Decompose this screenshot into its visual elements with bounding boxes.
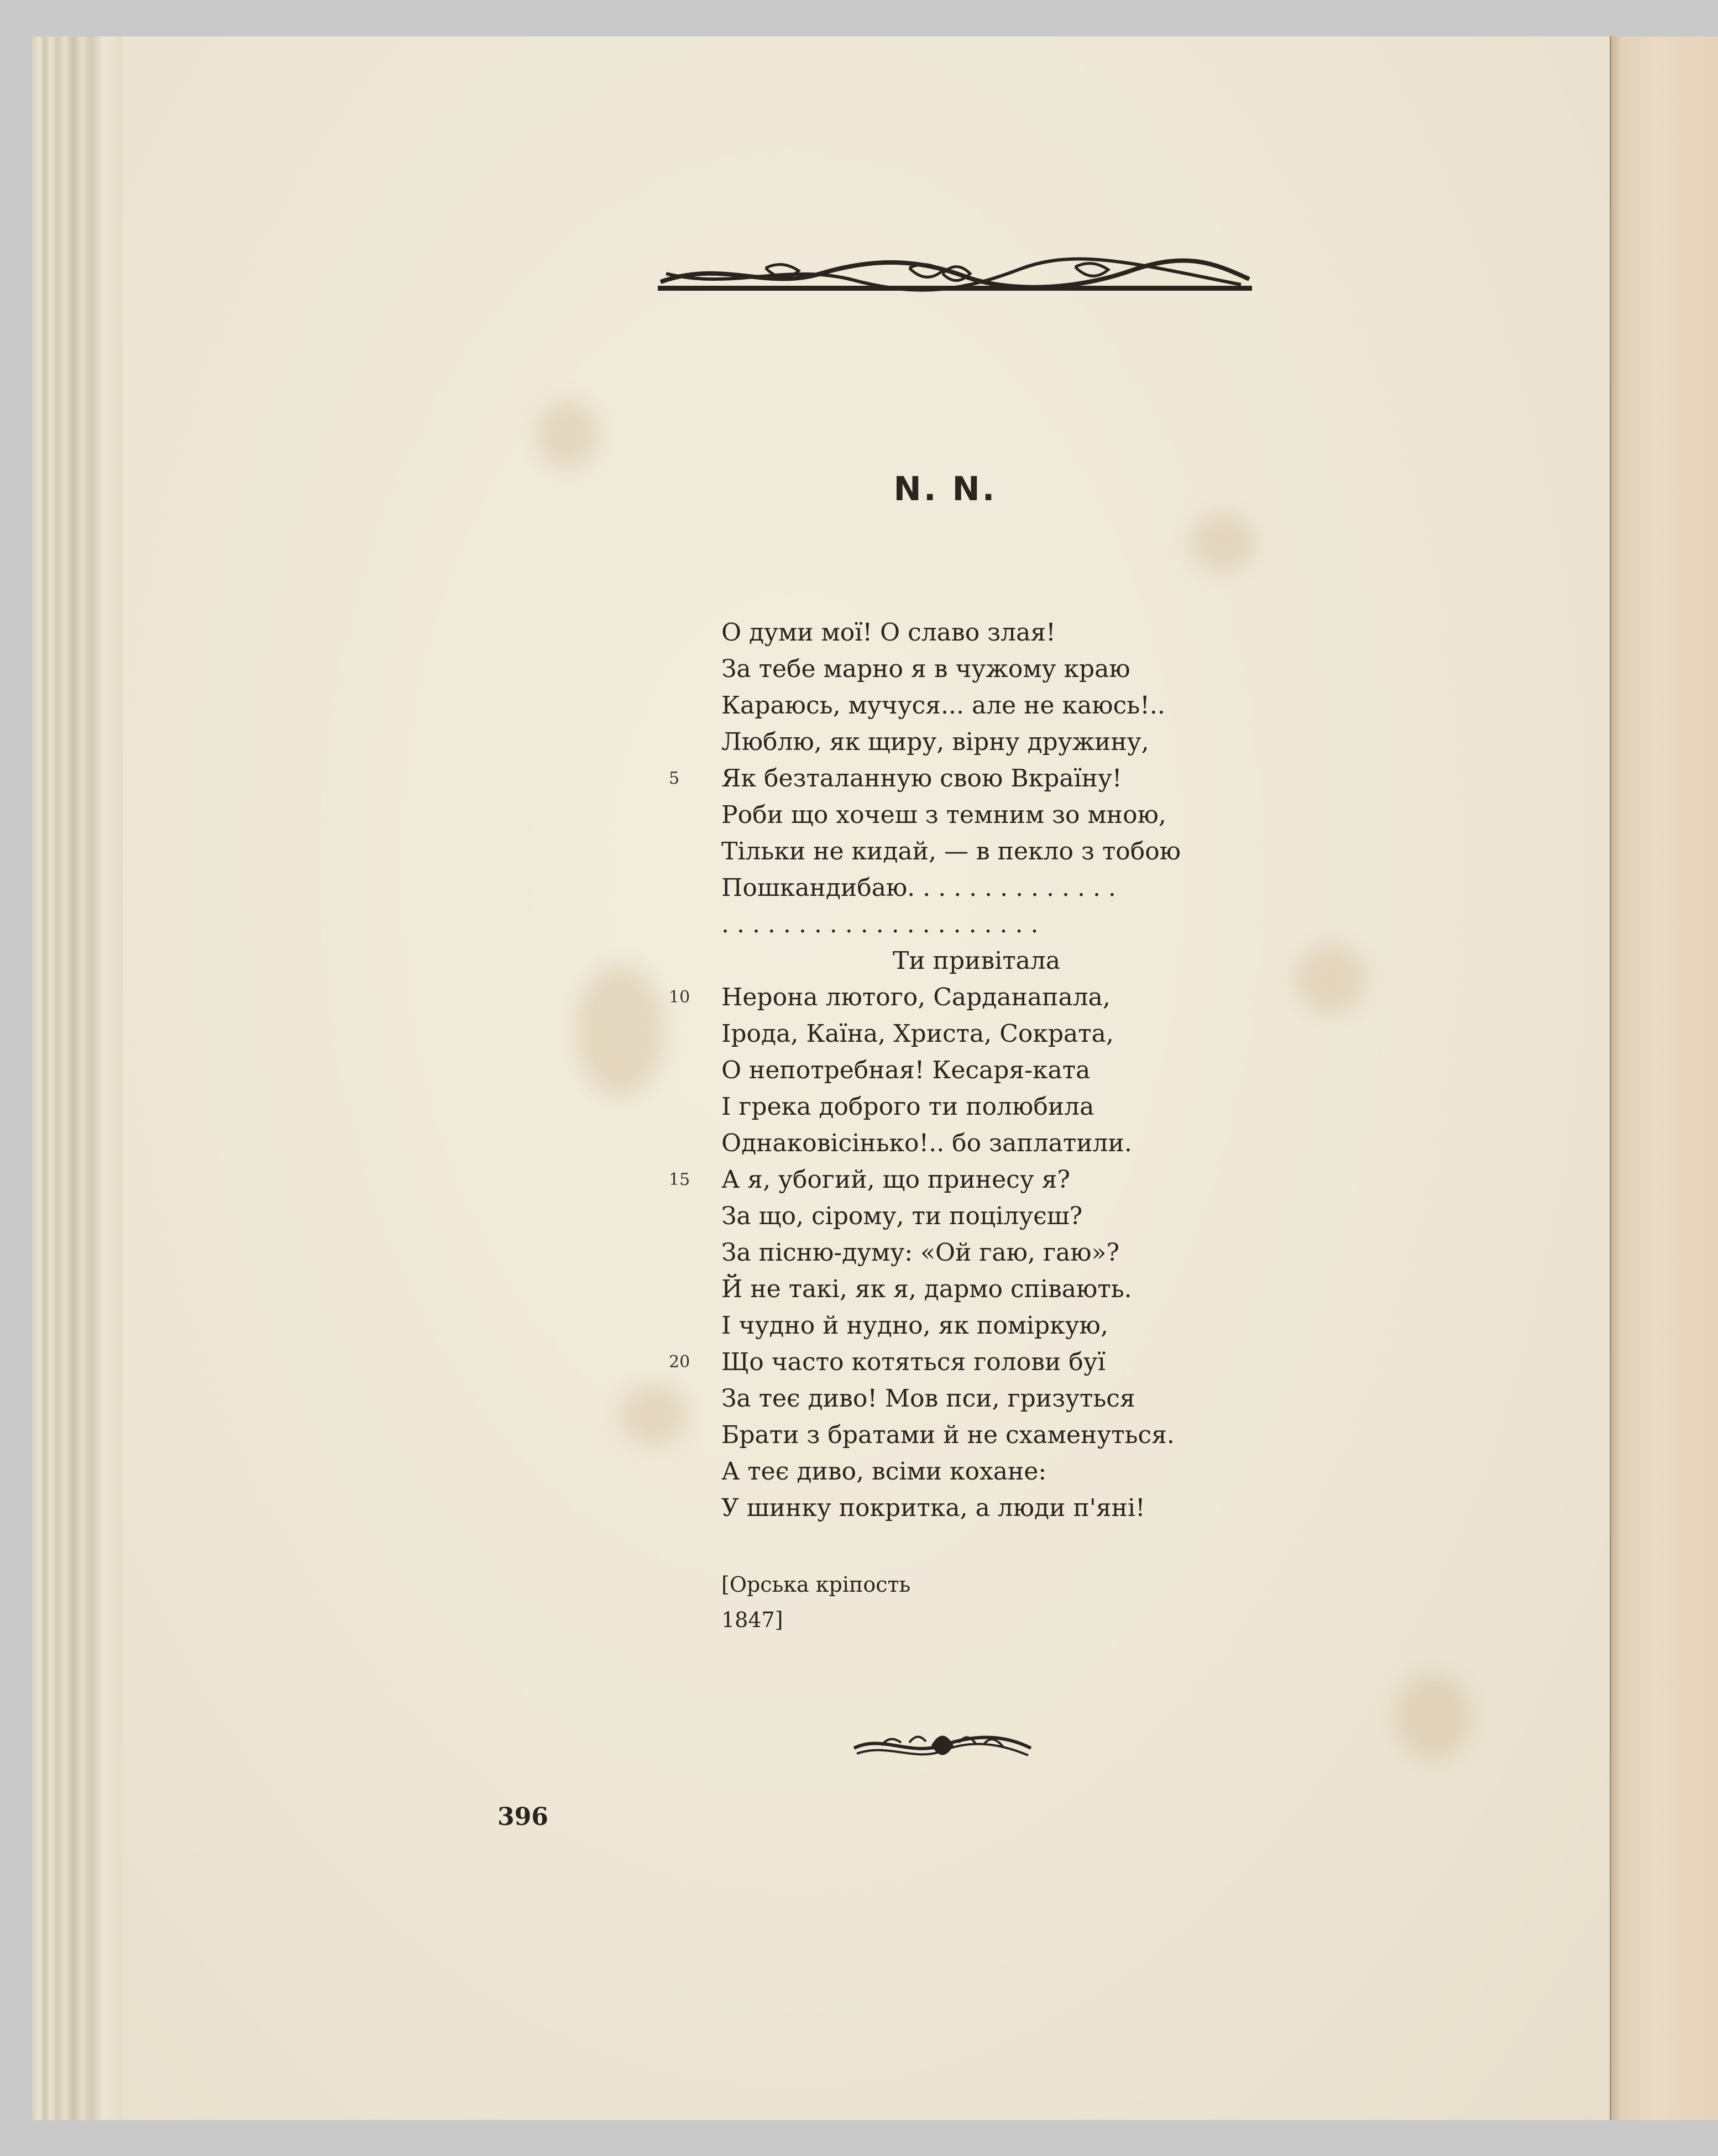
line-number: 5 — [669, 769, 680, 788]
line-text: . . . . . . . . . . . . . . . . . . . . . — [721, 910, 1039, 938]
line-text: І чудно й нудно, як поміркую, — [721, 1312, 1108, 1340]
line-text: І грека доброго ти полюбила — [721, 1093, 1094, 1121]
decorative-headpiece-ornament — [655, 257, 1255, 296]
poem-line — [721, 1271, 1329, 1308]
poem-line — [721, 1125, 1329, 1162]
line-text: Брати з братами й не схаменуться. — [721, 1421, 1175, 1449]
line-text: Ти привітала — [893, 947, 1061, 975]
line-text: А теє диво, всіми кохане: — [721, 1457, 1047, 1486]
poem-line — [721, 1052, 1329, 1089]
decorative-tailpiece-ornament — [848, 1723, 1036, 1767]
poem-line — [721, 870, 1329, 906]
line-text: Тільки не кидай, — в пекло з тобою — [721, 837, 1181, 865]
line-text: Однаковісінько!.. бо заплатили. — [721, 1129, 1132, 1157]
poem-line — [669, 1162, 1329, 1198]
line-text: За що, сірому, ти поцілуєш? — [721, 1202, 1083, 1230]
line-text: Що часто котяться голови буї — [721, 1348, 1106, 1376]
poem-line — [721, 943, 1329, 979]
poem-line — [721, 1089, 1329, 1125]
line-text: Люблю, як щиру, вірну дружину, — [721, 728, 1149, 756]
line-text: За тебе марно я в чужому краю — [721, 655, 1130, 683]
poem-line — [721, 833, 1329, 870]
book-page-edges — [32, 36, 123, 2120]
line-text: Як безталанную свою Вкраїну! — [721, 764, 1122, 793]
page-number: 396 — [497, 1803, 548, 1831]
poem-line — [721, 1381, 1329, 1417]
poem-line — [721, 1417, 1329, 1454]
line-text: О думи мої! О славо злая! — [721, 618, 1056, 647]
line-text: За пісню-думу: «Ой гаю, гаю»? — [721, 1239, 1120, 1267]
line-text: А я, убогий, що принесу я? — [721, 1166, 1071, 1194]
line-text: Й не такі, як я, дармо співають. — [721, 1275, 1132, 1303]
poem-line — [669, 1344, 1329, 1381]
poem-line — [721, 1308, 1329, 1344]
line-text: Ірода, Каїна, Христа, Сократа, — [721, 1020, 1114, 1048]
poem-body — [669, 615, 1329, 1526]
line-number: 10 — [669, 988, 690, 1007]
poem-line — [721, 615, 1329, 651]
poem-line — [669, 979, 1329, 1016]
poem-line — [721, 906, 1329, 943]
poem-line — [721, 724, 1329, 760]
poem-line — [721, 797, 1329, 833]
line-number: 20 — [669, 1352, 690, 1372]
note-year: 1847] — [721, 1608, 783, 1632]
poem-line — [669, 760, 1329, 797]
line-text: Нерона лютого, Сарданапала, — [721, 983, 1111, 1011]
line-text: Пошкандибаю. . . . . . . . . . . . . . — [721, 874, 1116, 902]
poem-line — [721, 1490, 1329, 1526]
poem-line — [721, 688, 1329, 724]
line-text: О непотребная! Кесаря-ката — [721, 1056, 1091, 1084]
poem-line — [721, 1198, 1329, 1235]
facing-page-edge — [1610, 36, 1718, 2120]
line-text: Караюсь, мучуся... але не каюсь!.. — [721, 691, 1165, 720]
poem-line — [721, 1454, 1329, 1490]
poem-line — [721, 1235, 1329, 1271]
line-text: У шинку покритка, а люди п'яні! — [721, 1494, 1145, 1522]
poem-title: N. N. — [893, 470, 997, 508]
poem-line — [721, 1016, 1329, 1052]
note-place: [Орська кріпость — [721, 1572, 911, 1597]
place-date-note — [721, 1567, 910, 1638]
line-text: Роби що хочеш з темним зо мною, — [721, 801, 1166, 829]
line-number: 15 — [669, 1170, 690, 1189]
poem-line — [721, 651, 1329, 688]
line-text: За теє диво! Мов пси, гризуться — [721, 1384, 1135, 1413]
